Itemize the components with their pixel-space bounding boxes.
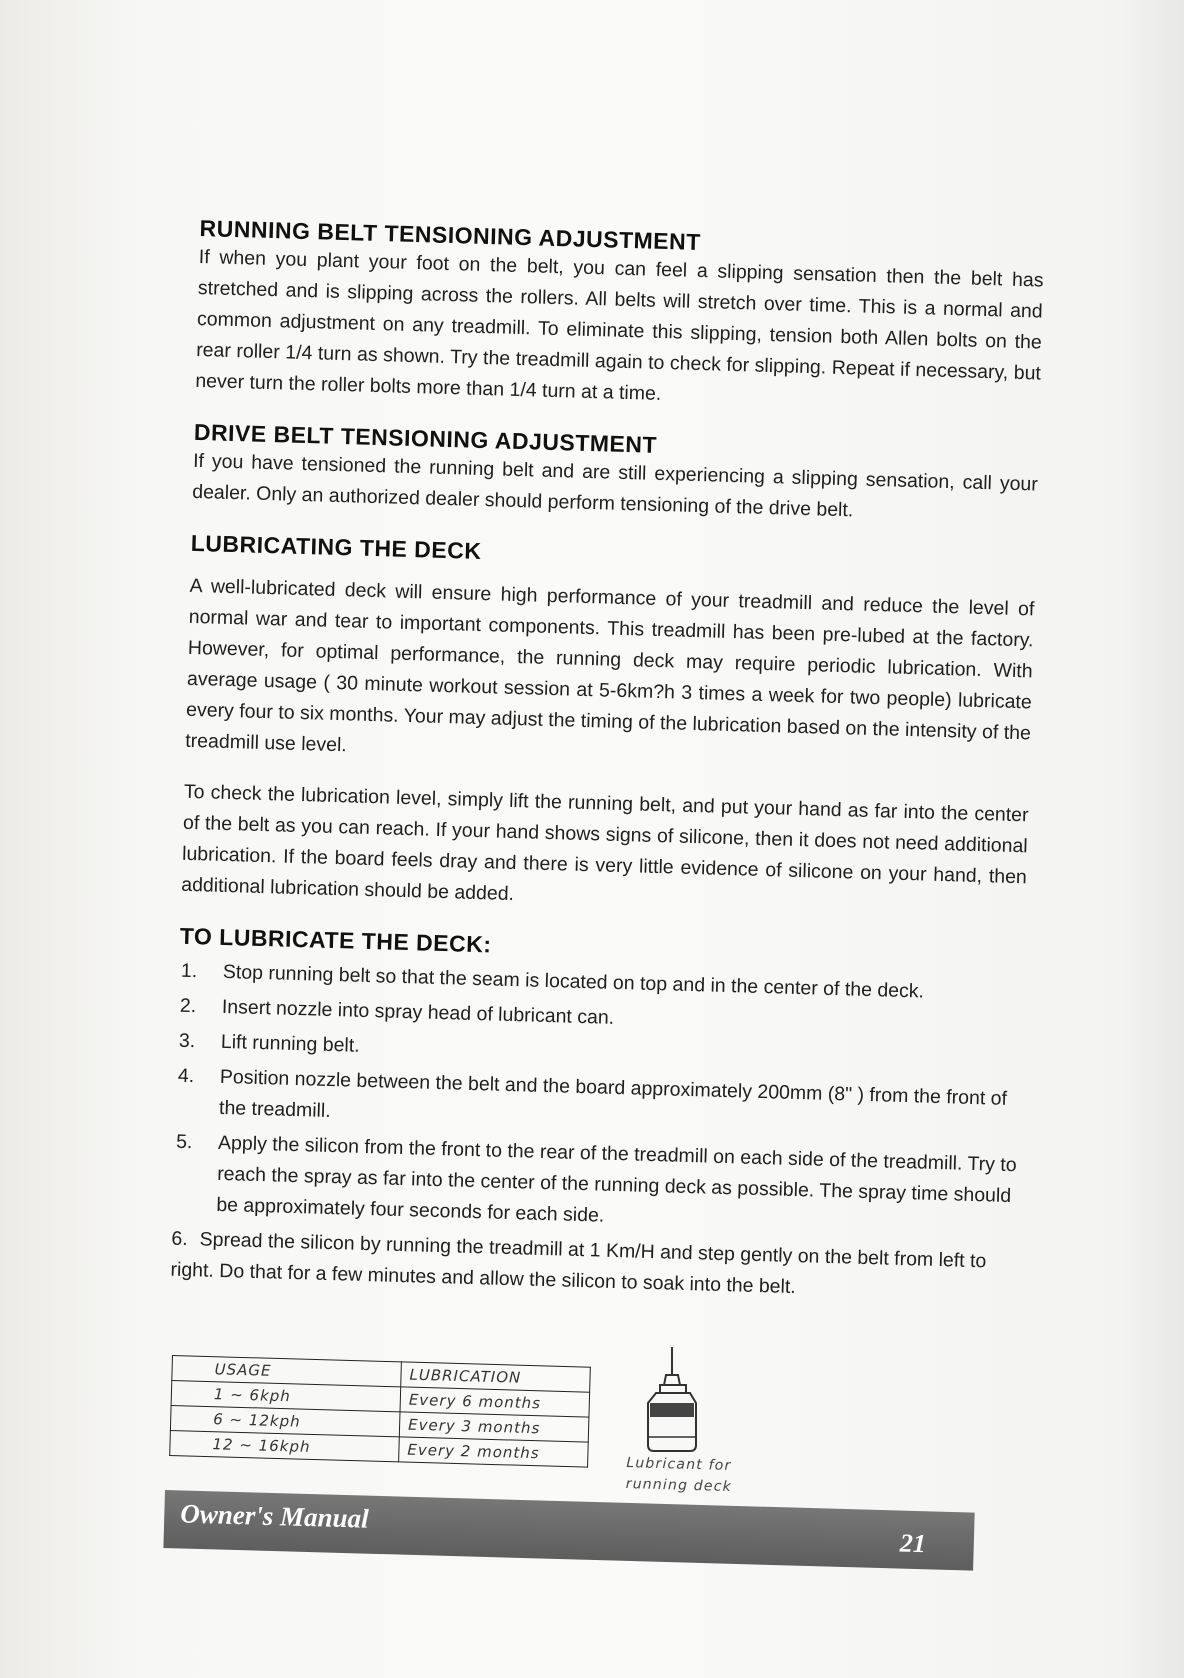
lubricating-section — [181, 530, 1036, 924]
step-number: 1. — [180, 959, 198, 983]
lubricating-body-2: To check the lubrication level, simply lift the running belt, and put your hand as far into the center of the belt as you can reach. If your hand shows signs of silicone, then it does not need additional lubrication. If the board feels dray and there is very little evidence of silicone on your hand, then additional lubrication should be added. — [180, 780, 1029, 906]
step-number: 4. — [177, 1064, 195, 1088]
table-cell: Every 3 months — [399, 1412, 589, 1442]
to-lubricate-section — [170, 923, 1025, 1309]
step-text: Stop running belt so that the seam is located on top and in the center of the deck. — [222, 960, 925, 1003]
step-number: 5. — [175, 1130, 193, 1154]
step-text: Apply the silicon from the front to the rear of the treadmill on each side of the treadmill. Try to reach the spray as far into the center of the running deck as possible. The spray time should be approximately four seconds for each side. — [216, 1131, 1017, 1227]
lubricating-body-1: A well-lubricated deck will ensure high performance of your treadmill and reduce the level of normal war and tear to important components. This treadmill has been pre-lubed at the factory. However, for optimal performance, the running deck may require periodic lubrication. With average usage ( 30 minute workout session at 5-6km?h 3 times a week for two people) lubricate every four to six months. Your may adjust the timing of the lubrication based on the intensity of the treadmill use level. — [185, 574, 1035, 757]
running-belt-body: If when you plant your foot on the belt, you can feel a slipping sensation then the belt has stretched and is slipping across the rollers. All belts will stretch over time. This is a normal and common adjustment on any treadmill. To eliminate this slipping, tension both Allen bolts on the rear roller 1/4 turn as shown. Try the treadmill again to check for slipping. Repeat if necessary, but never turn the roller bolts more than 1/4 turn at a time. — [195, 245, 1044, 405]
to-lubricate-heading: TO LUBRICATE THE DECK: — [179, 922, 492, 958]
drive-belt-heading: DRIVE BELT TENSIONING ADJUSTMENT — [193, 418, 658, 458]
footer-title: Owner's Manual — [179, 1498, 370, 1534]
figure-caption — [625, 1453, 766, 1499]
table-cell: Every 2 months — [399, 1437, 589, 1467]
lubricant-bottle-icon — [636, 1345, 716, 1455]
table-cell: 1 ~ 6kph — [171, 1381, 401, 1412]
drive-belt-section — [192, 419, 1039, 532]
step-text: Spread the silicon by running the treadmill at 1 Km/H and step gently on the belt from left to right. Do that for a few minutes and allow the silicon to soak into the belt. — [170, 1228, 987, 1299]
list-item — [172, 1127, 1019, 1244]
caption-line: Lubricant for — [626, 1455, 732, 1474]
step-number: 2. — [179, 994, 197, 1018]
main-content — [169, 215, 1044, 1331]
running-belt-heading: RUNNING BELT TENSIONING ADJUSTMENT — [199, 215, 702, 255]
table-cell: Every 6 months — [400, 1387, 590, 1417]
lubricating-heading: LUBRICATING THE DECK — [190, 529, 482, 564]
table-header-cell: LUBRICATION — [401, 1362, 591, 1392]
step-text: Lift running belt. — [220, 1030, 360, 1057]
page-number: 21 — [899, 1528, 927, 1559]
table-cell: 6 ~ 12kph — [170, 1405, 400, 1436]
step-number: 3. — [178, 1029, 196, 1053]
step-text: Position nozzle between the belt and the board approximately 200mm (8" ) from the front of the treadmill. — [218, 1065, 1008, 1122]
step-number: 6. — [171, 1227, 188, 1251]
running-belt-section — [195, 215, 1045, 421]
caption-line: running deck — [625, 1476, 733, 1496]
step-text: Insert nozzle into spray head of lubricant can. — [221, 995, 615, 1029]
drive-belt-body: If you have tensioned the running belt and are still experiencing a slipping sensation, call your dealer. Only an authorized dealer should perform tensioning of the drive belt. — [191, 449, 1039, 522]
lubrication-schedule-table — [169, 1355, 591, 1468]
footer-bar — [163, 1490, 974, 1571]
table-header-cell: USAGE — [172, 1356, 402, 1387]
steps-list — [170, 956, 1024, 1309]
table-cell: 12 ~ 16kph — [170, 1430, 400, 1461]
